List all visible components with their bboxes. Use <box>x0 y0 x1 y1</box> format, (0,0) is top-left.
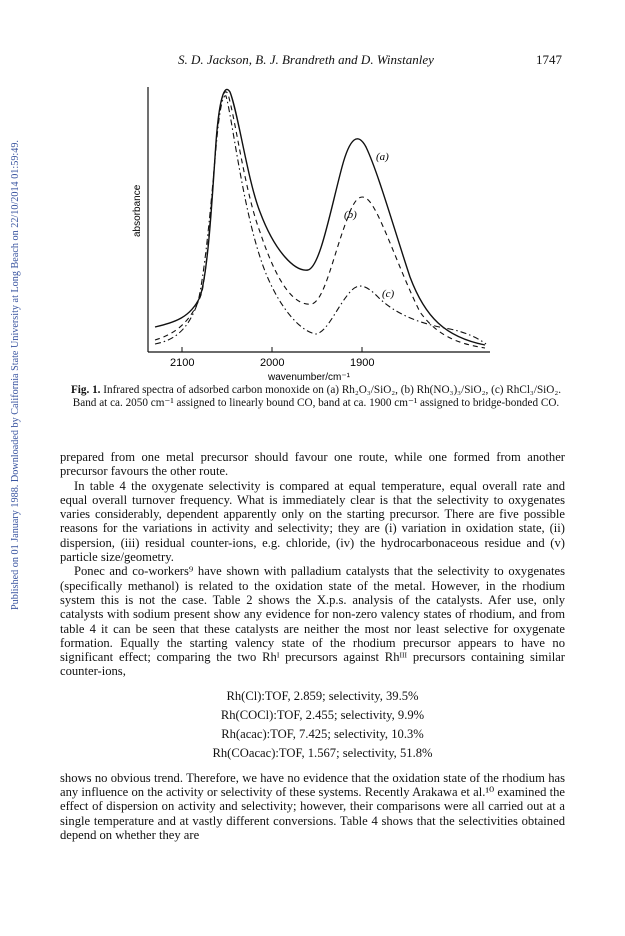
formula-list <box>60 687 565 763</box>
tick-label-2100: 2100 <box>170 357 195 369</box>
page-header <box>0 52 625 70</box>
curve-b <box>155 92 485 348</box>
figure-caption <box>70 384 562 410</box>
caption-label: Fig. 1. <box>70 384 101 396</box>
label-b: (b) <box>344 209 357 221</box>
ir-spectrum-figure <box>120 82 500 382</box>
label-c: (c) <box>382 288 395 300</box>
body-text <box>60 450 565 842</box>
paragraph: Ponec and co-workers⁹ have shown with palladium catalysts that the selectivity to oxygenates (specifically methanol) is related to the oxidation state of the metal. However, in the rhodium system this is not the case. Table 2 shows the X.p.s. analysis of the catalysts. Afer use, only catalysts with sodium present show any evidence for non-zero valency states of rhodium, and from table 4 it can be seen that these catalysts are neither the most nor least selective for oxygenate formation. Equally the starting valency state of the rhodium precursor appears to have no significant effect; comparing the two Rhᴵ precursors against Rhᴵᴵᴵ precursors containing similar counter-ions, <box>60 564 565 679</box>
x-axis-label: wavenumber/cm⁻¹ <box>268 372 350 382</box>
running-head: S. D. Jackson, B. J. Brandreth and D. Winstanley <box>178 52 434 67</box>
paragraph: shows no obvious trend. Therefore, we have no evidence that the oxidation state of the rhodium has any influence on the activity or selectivity of these systems. Recently Arakawa et al.¹⁰ examined the effect of dispersion on activity and selectivity; however, their comparisons were all carried out at a single temperature and at vastly different conversions. Table 4 shows that the selectivities obtained depend on whether they are <box>60 770 565 842</box>
paragraph: prepared from one metal precursor should favour one route, while one formed from another precursor favours the other route. <box>60 450 565 479</box>
label-a: (a) <box>376 151 389 163</box>
formula-line: Rh(acac):TOF, 7.425; selectivity, 10.3% <box>221 726 424 741</box>
page-number: 1747 <box>536 52 562 67</box>
tick-label-1900: 1900 <box>350 357 375 369</box>
curve-c <box>155 96 486 344</box>
formula-line: Rh(COacac):TOF, 1.567; selectivity, 51.8% <box>212 745 433 760</box>
spectrum-plot <box>120 82 500 382</box>
y-axis-label: absorbance <box>132 184 143 237</box>
formula-line: Rh(COCl):TOF, 2.455; selectivity, 9.9% <box>220 707 425 722</box>
tick-label-2000: 2000 <box>260 357 285 369</box>
download-notice <box>2 90 21 610</box>
formula-line: Rh(Cl):TOF, 2.859; selectivity, 39.5% <box>226 688 419 703</box>
caption-text: Infrared spectra of adsorbed carbon monoxide on (a) Rh₂O₃/SiO₂, (b) Rh(NO₃)₃/SiO₂, (c) RhCl₃/SiO₂. Band at ca. 2050 cm⁻¹ assigned to linearly bound CO, band at ca. 1900 cm⁻¹ assigned to bridge-bonded CO. <box>72 384 562 409</box>
download-notice-text: Published on 01 January 1988. Downloaded by California State University at Long Beach on 22/10/2014 01:59:49. <box>10 140 21 610</box>
curve-a <box>155 89 485 345</box>
paragraph: In table 4 the oxygenate selectivity is compared at equal temperature, equal overall rate and equal overall turnover frequency. What is immediately clear is that the selectivity to oxygenates varies considerably, dependent apparently only on the starting precursor. There are five possible reasons for the variations in activity and selectivity; they are (i) variation in oxidation state, (ii) dispersion, (iii) residual counter-ions, e.g. chloride, (iv) the hydrocarbonaceous residue and (v) particle size/geometry. <box>60 478 565 565</box>
